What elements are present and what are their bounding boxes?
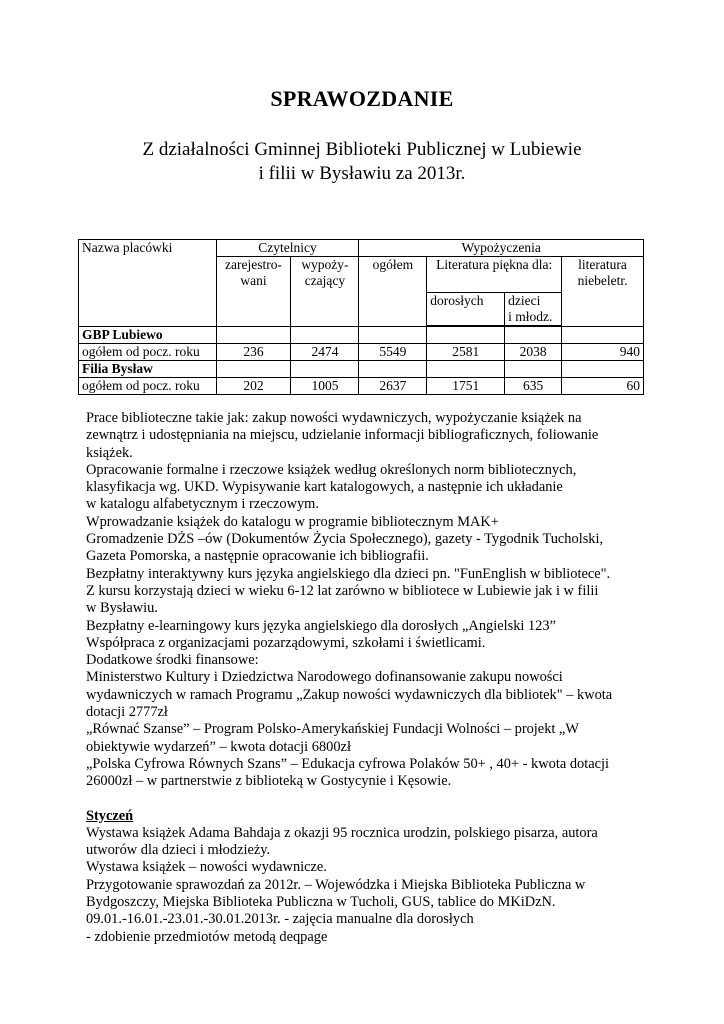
- month-body-line: Przygotowanie sprawozdań za 2012r. – Wojewódzka i Miejska Biblioteka Publiczna w: [86, 876, 586, 893]
- header-literatura-piekna: Literatura piękna dla:: [427, 257, 562, 293]
- body-line: Ministerstwo Kultury i Dziedzictwa Narodowego dofinansowanie zakupu nowości: [86, 669, 563, 686]
- subtitle-line: Z działalności Gminnej Biblioteki Publicznej w Lubiewie: [142, 139, 582, 160]
- table-row: [79, 378, 644, 395]
- body-line: zewnątrz i udostępniania na miejscu, udzielanie informacji bibliograficznych, foliowanie: [86, 427, 599, 444]
- table-row: [79, 344, 644, 361]
- header-literatura-niebeletr: literatura niebeletr.: [562, 257, 644, 327]
- cell-value: 5549: [359, 344, 427, 361]
- row-label: ogółem od pocz. roku: [79, 344, 217, 361]
- header-ogolem: ogółem: [359, 257, 427, 327]
- statistics-table: [78, 239, 644, 395]
- month-body-line: utworów dla dzieci i młodzieży.: [86, 842, 271, 859]
- report-body: [86, 410, 646, 946]
- month-body-line: Wystawa książek – nowości wydawnicze.: [86, 859, 327, 876]
- body-line: w Bysławiu.: [86, 600, 158, 617]
- month-heading: Styczeń: [86, 807, 134, 824]
- body-line: w katalogu alfabetycznym i rzeczowym.: [86, 496, 319, 513]
- body-line: Gazeta Pomorska, a następnie opracowanie ich bibliografii.: [86, 548, 429, 565]
- cell-value: 60: [562, 378, 644, 395]
- body-line: 26000zł – w partnerstwie z biblioteką w Gostycynie i Kęsowie.: [86, 773, 452, 790]
- cell-value: 940: [562, 344, 644, 361]
- cell-value: 2581: [427, 344, 505, 361]
- header-wypozyczajacy: wypoży- czający: [291, 257, 359, 327]
- month-body-line: - zdobienie przedmiotów metodą deqpage: [86, 928, 328, 945]
- body-line: Bezpłatny interaktywny kurs języka angielskiego dla dzieci pn. "FunEnglish w bibliotece".: [86, 565, 611, 582]
- month-body-line: Wystawa książek Adama Bahdaja z okazji 95 rocznica urodzin, polskiego pisarza, autora: [86, 824, 598, 841]
- body-line: Prace biblioteczne takie jak: zakup nowości wydawniczych, wypożyczanie książek na: [86, 410, 582, 426]
- body-line: Bezpłatny e-learningowy kurs języka angielskiego dla dorosłych „Angielski 123”: [86, 617, 556, 634]
- body-line: Opracowanie formalne i rzeczowe książek według określonych norm bibliotecznych,: [86, 461, 577, 478]
- body-line: książek.: [86, 444, 133, 461]
- body-line: Gromadzenie DŻS –ów (Dokumentów Życia Społecznego), gazety - Tygodnik Tucholski,: [86, 531, 604, 548]
- header-doroslych: dorosłych: [427, 293, 505, 326]
- body-line: „Równać Szanse” – Program Polsko-Amerykańskiej Fundacji Wolności – projekt „W: [86, 721, 579, 738]
- body-line: Współpraca z organizacjami pozarządowymi, szkołami i świetlicami.: [86, 634, 486, 651]
- subtitle-line: i filii w Bysławiu za 2013r.: [258, 163, 466, 184]
- header-dzieci: dzieci i młodz.: [505, 293, 562, 326]
- body-line: Wprowadzanie książek do katalogu w programie bibliotecznym MAK+: [86, 513, 499, 530]
- month-body-line: Bydgoszczy, Miejska Biblioteka Publiczna w Tucholi, GUS, tablice do MKiDzN.: [86, 894, 556, 911]
- document-subtitle: [0, 138, 724, 186]
- body-line: klasyfikacja wg. UKD. Wypisywanie kart katalogowych, a następnie ich układanie: [86, 479, 563, 496]
- header-wypozyczenia: Wypożyczenia: [359, 240, 644, 257]
- header-zarejestrowani: zarejestro- wani: [216, 257, 291, 327]
- cell-value: 1005: [291, 378, 359, 395]
- header-nazwa-placowki: Nazwa placówki: [79, 240, 217, 327]
- cell-value: 2637: [359, 378, 427, 395]
- group-filia-byslaw: Filia Bysław: [79, 361, 217, 378]
- body-line: wydawniczych w ramach Programu „Zakup nowości wydawniczych dla bibliotek" – kwota: [86, 686, 613, 703]
- cell-value: 2474: [291, 344, 359, 361]
- group-gbp-lubiewo: GBP Lubiewo: [79, 327, 217, 344]
- cell-value: 635: [505, 378, 562, 395]
- document-title: SPRAWOZDANIE: [270, 86, 454, 111]
- body-line: Dodatkowe środki finansowe:: [86, 652, 259, 669]
- cell-value: 202: [216, 378, 291, 395]
- body-line: Z kursu korzystają dzieci w wieku 6-12 lat zarówno w bibliotece w Lubiewie jak i w filii: [86, 582, 599, 599]
- row-label: ogółem od pocz. roku: [79, 378, 217, 395]
- cell-value: 1751: [427, 378, 505, 395]
- header-czytelnicy: Czytelnicy: [216, 240, 359, 257]
- cell-value: 236: [216, 344, 291, 361]
- cell-value: 2038: [505, 344, 562, 361]
- body-line: dotacji 2777zł: [86, 704, 168, 721]
- body-line: obiektywie wydarzeń” – kwota dotacji 6800zł: [86, 738, 351, 755]
- month-body-line: 09.01.-16.01.-23.01.-30.01.2013r. - zajęcia manualne dla dorosłych: [86, 911, 474, 928]
- body-line: „Polska Cyfrowa Równych Szans” – Edukacja cyfrowa Polaków 50+ , 40+ - kwota dotacji: [86, 755, 609, 772]
